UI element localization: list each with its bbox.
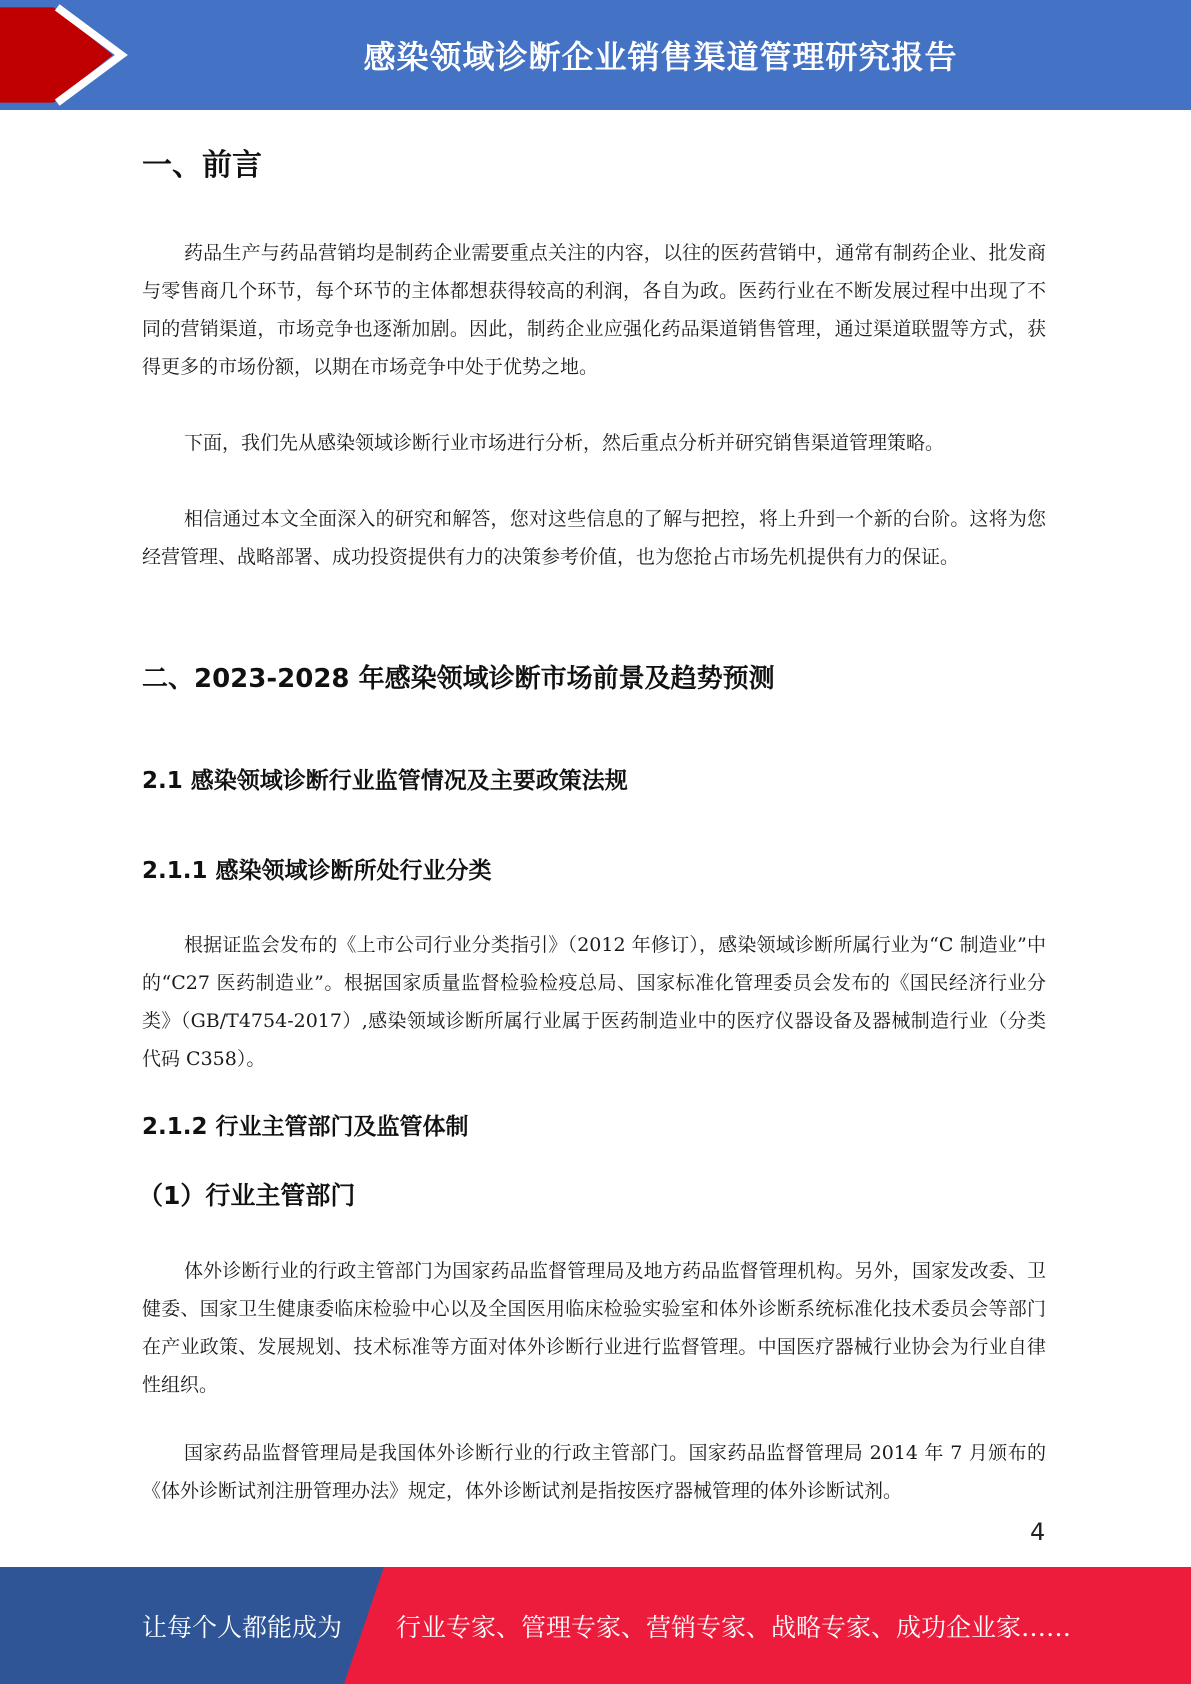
report-title: 感染领域诊断企业销售渠道管理研究报告 [363,38,958,76]
section-heading-preface: 一、前言 [142,148,262,183]
paragraph: 根据证监会发布的《上市公司行业分类指引》（2012 年修订），感染领域诊断所属行业为“C 制造业”中的“C27 医药制造业”。根据国家质量监督检验检疫总局、国家标准化管理委员会发布的《国民经济行业分类》（GB/T4754-2017）,感染领域诊断所属行业属于医药制造业中的医疗仪器设备及器械制造行业（分类代码 C358）。 [142,934,1046,1070]
subsection-heading-2-1-1: 2.1.1 感染领域诊断所处行业分类 [142,858,492,884]
footer-slogan-left: 让每个人都能成为 [142,1612,343,1642]
report-footer [0,1567,1191,1684]
paragraph: 药品生产与药品营销均是制药企业需要重点关注的内容，以往的医药营销中，通常有制药企业、批发商与零售商几个环节，每个环节的主体都想获得较高的利润，各自为政。医药行业在不断发展过程中出现了不同的营销渠道，市场竞争也逐渐加剧。因此，制药企业应强化药品渠道销售管理，通过渠道联盟等方式，获得更多的市场份额，以期在市场竞争中处于优势之地。 [142,242,1046,378]
paragraph: 下面，我们先从感染领域诊断行业市场进行分析，然后重点分析并研究销售渠道管理策略。 [184,432,945,454]
paragraph: 体外诊断行业的行政主管部门为国家药品监督管理局及地方药品监督管理机构。另外，国家发改委、卫健委、国家卫生健康委临床检验中心以及全国医用临床检验实验室和体外诊断系统标准化技术委员会等部门在产业政策、发展规划、技术标准等方面对体外诊断行业进行监督管理。中国医疗器械行业协会为行业自律性组织。 [142,1260,1046,1396]
footer-slogan-right: 行业专家、管理专家、营销专家、战略专家、成功企业家…… [396,1612,1072,1642]
page-number: 4 [1030,1518,1046,1546]
report-header [0,0,1191,110]
subsection-heading-2-1: 2.1 感染领域诊断行业监管情况及主要政策法规 [142,768,628,794]
paragraph: 国家药品监督管理局是我国体外诊断行业的行政主管部门。国家药品监督管理局 2014 年 7 月颁布的《体外诊断试剂注册管理办法》规定，体外诊断试剂是指按医疗器械管理的体外诊断试剂。 [142,1442,1046,1502]
paragraph: 相信通过本文全面深入的研究和解答，您对这些信息的了解与把控，将上升到一个新的台阶。这将为您经营管理、战略部署、成功投资提供有力的决策参考价值，也为您抢占市场先机提供有力的保证。 [142,508,1046,568]
subsection-heading-authority: （1）行业主管部门 [138,1181,356,1210]
header-red-arrow-decoration [0,0,130,110]
subsection-heading-2-1-2: 2.1.2 行业主管部门及监管体制 [142,1114,469,1140]
section-heading-forecast: 二、2023-2028 年感染领域诊断市场前景及趋势预测 [142,664,775,694]
